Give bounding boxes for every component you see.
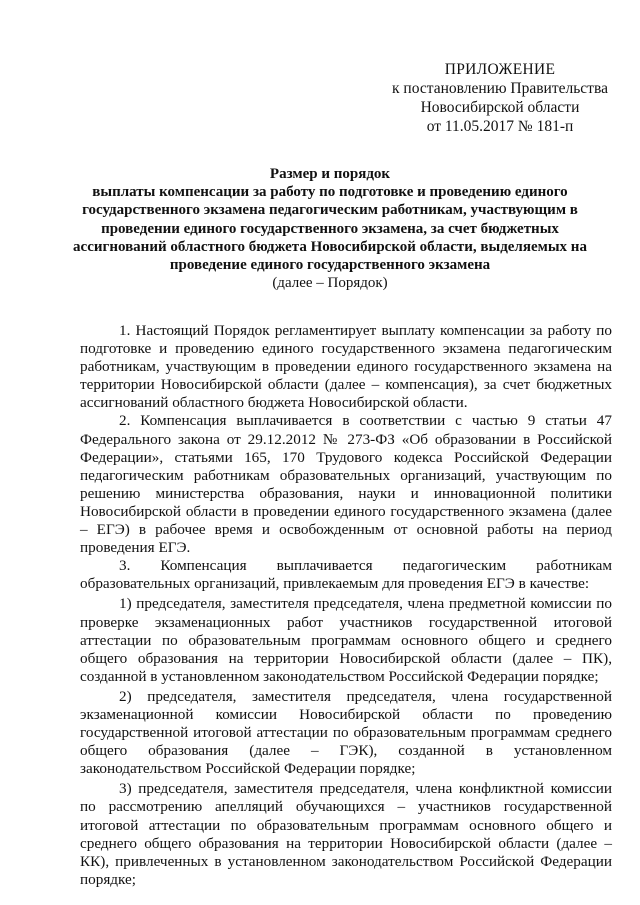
heading-title: Размер и порядок (269, 166, 391, 182)
paragraph-3: 3. Компенсация выплачивается педагогическим работникам образовательных организаций, привлекаемым для проведения ЕГЭ в качестве: (80, 557, 612, 593)
heading-subtitle: (далее – Порядок) (272, 275, 388, 292)
paragraph-3-item-3: 3) председателя, заместителя председателя, члена конфликтной комиссии по рассмотрению апелляций обучающихся – участников государственной итоговой аттестации по образовательным программам основного общего и среднего общего образования на территории Новосибирской области (далее – КК), привлеченных в установленном законодательством Российской Федерации порядке; (80, 780, 612, 888)
paragraph-3-item-2: 2) председателя, заместителя председателя, члена государственной экзаменационной комиссии Новосибирской области по проведению государственной итоговой аттестации по образовательным программам среднего общего образования (далее – ГЭК), созданной в установленном законодательством Российской Федерации порядке; (80, 687, 612, 778)
appendix-line-date-number: от 11.05.2017 № 181-п (426, 118, 574, 135)
appendix-line-region: Новосибирской области (420, 99, 580, 116)
paragraph-2: 2. Компенсация выплачивается в соответствии с частью 9 статьи 47 Федерального закона от 29.12.2012 № 273-ФЗ «Об образовании в Российской Федерации», статьями 165, 170 Трудового кодекса Российской Федерации педагогическим работникам образовательных организаций, участвующим по решению министерства образования, науки и инновационной политики Новосибирской области в проведении единого государственного экзамена (далее – ЕГЭ) в рабочее время и освобожденным от основной работы на период проведения ЕГЭ. (80, 412, 612, 557)
paragraph-3-item-1: 1) председателя, заместителя председателя, члена предметной комиссии по проверке экзаменационных работ участников государственной итоговой аттестации по образовательным программам основного общего и среднего общего образования на территории Новосибирской области (далее – ПК), созданной в установленном законодательством Российской Федерации порядке; (80, 595, 612, 685)
document-heading (70, 165, 590, 292)
appendix-title: ПРИЛОЖЕНИЕ (444, 61, 556, 78)
paragraph-1: 1. Настоящий Порядок регламентирует выплату компенсации за работу по подготовке и проведению единого государственного экзамена педагогическим работникам, участвующим в проведении единого государственного экзамена на территории Новосибирской области (далее – компенсация), за счет бюджетных ассигнований областного бюджета Новосибирской области. (80, 322, 612, 412)
appendix-line-resolution: к постановлению Правительства (392, 80, 608, 97)
appendix-block (390, 60, 610, 136)
heading-description: выплаты компенсации за работу по подготовке и проведению единого государственного экзамена педагогическим работникам, участвующим в проведении единого государственного экзамена, за счет бюджетных ассигнований областного бюджета Новосибирской области, выделяемых на проведение единого государственного экзамена (73, 184, 587, 274)
document-body (80, 322, 612, 889)
